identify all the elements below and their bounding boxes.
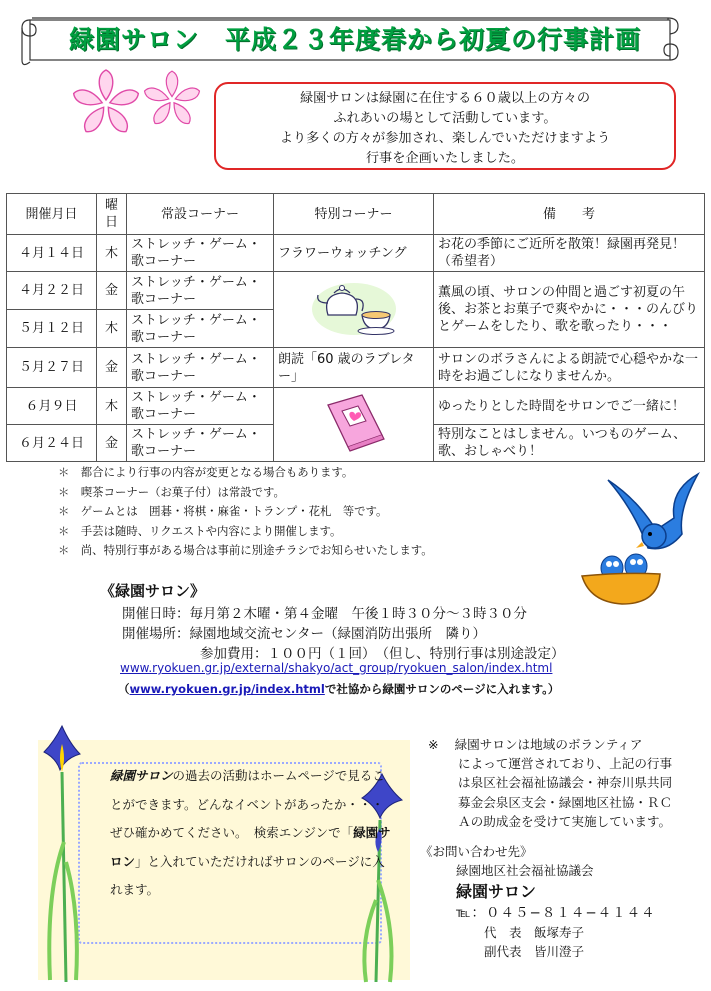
volunteer-line: 緑園サロンは地域のボランティア bbox=[454, 737, 643, 752]
salon-fee: 参加費用：１００円（１回） （但し、特別行事は別途設定） bbox=[200, 646, 565, 662]
contact-rep: 代 表 飯塚寿子 bbox=[484, 925, 585, 940]
cell-date: ５月１２日 bbox=[7, 310, 97, 348]
link-suffix: で社協から緑園サロンのページに入れます。） bbox=[324, 682, 560, 696]
cell-day: 金 bbox=[97, 272, 127, 310]
cell-special-book bbox=[274, 388, 434, 462]
contact-heading: 《お問い合わせ先》 bbox=[420, 844, 533, 859]
cell-special: 朗読「60 歳のラブレター」 bbox=[274, 348, 434, 388]
intro-line: 緑園サロンは緑園に在住する６０歳以上の方々の bbox=[299, 91, 591, 106]
cell-notes: 特別なことはしません。いつものゲーム、歌、おしゃべり！ bbox=[434, 425, 705, 462]
iris-flower-left-icon bbox=[40, 722, 86, 984]
volunteer-line: は泉区社会福祉協議会・神奈川県共同 bbox=[458, 775, 673, 791]
cell-date: ６月２４日 bbox=[7, 425, 97, 462]
contact-name: 緑園サロン bbox=[456, 882, 537, 901]
header-notes: 備 考 bbox=[434, 194, 705, 235]
book-icon bbox=[318, 391, 390, 453]
panel-text-1: の過去の活動はホームページで見ることができます。どんなイベントがあったか・・・ぜひ確かめてください。 検索エンジンで「 bbox=[110, 768, 385, 840]
table-row bbox=[7, 235, 705, 272]
panel-salon-name: 緑園サロン bbox=[110, 768, 173, 783]
cell-regular: ストレッチ・ゲーム・歌コーナー bbox=[127, 348, 274, 388]
page-title: 緑園サロン 平成２３年度春から初夏の行事計画 bbox=[68, 25, 641, 54]
header-day: 曜日 bbox=[97, 194, 127, 235]
note-item: ＊ 喫茶コーナー（お菓子付）は常設です。 bbox=[58, 484, 285, 499]
cell-day: 木 bbox=[97, 310, 127, 348]
intro-box bbox=[214, 82, 676, 170]
home-link-line bbox=[118, 681, 559, 697]
cell-day: 金 bbox=[97, 425, 127, 462]
contact-vice: 副代表 皆川澄子 bbox=[484, 944, 585, 959]
cell-day: 金 bbox=[97, 348, 127, 388]
header-special: 特別コーナー bbox=[274, 194, 434, 235]
cell-special-teapot bbox=[274, 272, 434, 348]
schedule-table bbox=[6, 193, 705, 462]
header-regular: 常設コーナー bbox=[127, 194, 274, 235]
intro-line: 行事を企画いたしました。 bbox=[365, 151, 525, 166]
cell-notes: サロンのボラさんによる朗読で心穏やかな一時をお過ごしになりませんか。 bbox=[434, 348, 705, 388]
cell-special: フラワーウォッチング bbox=[274, 235, 434, 272]
note-item: ＊ ゲームとは 囲碁・将棋・麻雀・トランプ・花札 等です。 bbox=[58, 504, 388, 518]
cell-regular: ストレッチ・ゲーム・歌コーナー bbox=[127, 235, 274, 272]
cell-day: 木 bbox=[97, 388, 127, 425]
table-row bbox=[7, 272, 705, 310]
salon-venue: 開催場所：緑園地域交流センター（緑園消防出張所 隣り） bbox=[122, 626, 486, 642]
note-mark: ※ bbox=[428, 737, 439, 752]
home-page-link[interactable]: www.ryokuen.gr.jp/index.html bbox=[129, 682, 325, 696]
intro-line: より多くの方々が参加され、楽しんでいただけますよう bbox=[279, 131, 611, 146]
table-row bbox=[7, 388, 705, 425]
cell-date: ６月９日 bbox=[7, 388, 97, 425]
salon-page-link[interactable]: www.ryokuen.gr.jp/external/shakyo/act_group/ryokuen_salon/index.html bbox=[120, 661, 553, 675]
contact-tel: ℡：０４５−８１４−４１４４ bbox=[456, 905, 656, 921]
table-row bbox=[7, 348, 705, 388]
volunteer-line: によって運営されており、上記の行事 bbox=[458, 756, 673, 772]
cell-day: 木 bbox=[97, 235, 127, 272]
salon-schedule: 開催日時：毎月第２木曜・第４金曜 午後１時３０分〜３時３０分 bbox=[122, 606, 527, 622]
header-date: 開催月日 bbox=[7, 194, 97, 235]
cell-notes-merged: 薫風の頃、サロンの仲間と過ごす初夏の午後、お茶とお菓子で爽やかに・・・のんびりとゲームをしたり、歌を歌ったり・・・ bbox=[434, 272, 705, 348]
intro-line: ふれあいの場として活動しています。 bbox=[333, 111, 557, 126]
cell-notes: お花の季節にご近所を散策！緑園再発見！（希望者） bbox=[434, 235, 705, 272]
cell-regular: ストレッチ・ゲーム・歌コーナー bbox=[127, 310, 274, 348]
notes-list bbox=[58, 463, 433, 561]
volunteer-line: Ａの助成金を受けて実施しています。 bbox=[458, 813, 672, 829]
cell-regular: ストレッチ・ゲーム・歌コーナー bbox=[127, 272, 274, 310]
panel-text-2: 」と入れていただければサロンのページに入れます。 bbox=[110, 853, 385, 897]
cell-date: ５月２７日 bbox=[7, 348, 97, 388]
link-prefix: （ bbox=[118, 682, 130, 696]
volunteer-note bbox=[428, 735, 704, 831]
website-panel-text bbox=[110, 762, 392, 905]
salon-heading: 《緑園サロン》 bbox=[100, 582, 206, 600]
note-item: ＊ 都合により行事の内容が変更となる場合もあります。 bbox=[58, 465, 354, 479]
birds-nest-icon bbox=[578, 470, 704, 610]
panel-keyword: 緑園サロン bbox=[110, 825, 391, 869]
note-item: ＊ 手芸は随時、リクエストや内容により開催します。 bbox=[58, 523, 342, 538]
cherry-blossom-icon bbox=[68, 68, 208, 140]
contact-info bbox=[420, 842, 656, 961]
teapot-icon bbox=[308, 277, 400, 337]
contact-org: 緑園地区社会福祉協議会 bbox=[456, 863, 594, 878]
volunteer-line: 募金会泉区支会・緑園地区社協・ＲＣ bbox=[458, 794, 673, 810]
cell-regular: ストレッチ・ゲーム・歌コーナー bbox=[127, 425, 274, 462]
cell-notes: ゆったりとした時間をサロンでご一緒に！ bbox=[434, 388, 705, 425]
cell-regular: ストレッチ・ゲーム・歌コーナー bbox=[127, 388, 274, 425]
cell-date: ４月２２日 bbox=[7, 272, 97, 310]
note-item: ＊ 尚、特別行事がある場合は事前に別途チラシでお知らせいたします。 bbox=[58, 543, 433, 557]
cell-date: ４月１４日 bbox=[7, 235, 97, 272]
table-header-row bbox=[7, 194, 705, 235]
